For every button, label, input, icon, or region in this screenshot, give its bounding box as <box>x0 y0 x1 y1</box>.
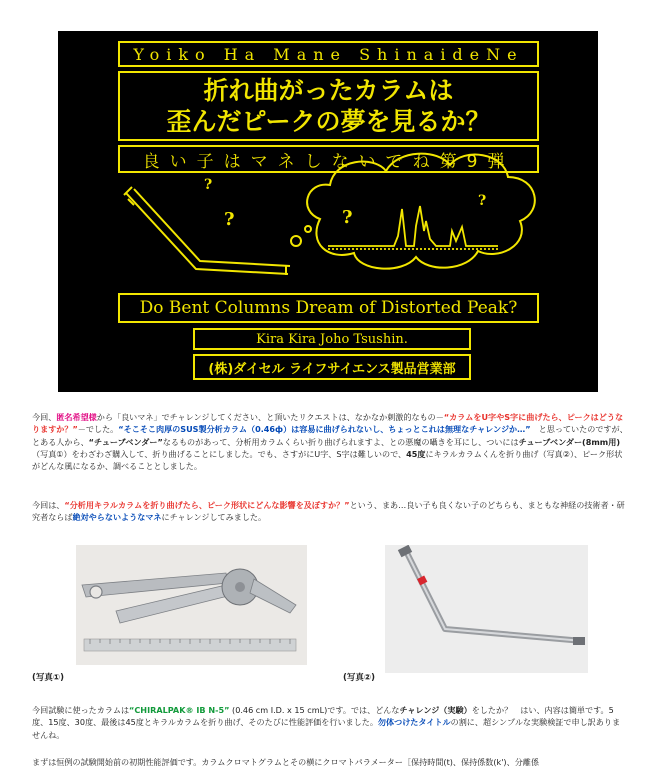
bent-column-drawing <box>124 187 290 275</box>
text: 今回、 <box>32 412 57 422</box>
text: なるものがあって、分析用カラムくらい折り曲げられますよ、との悪魔の囁きを耳にし、ついには <box>162 436 519 447</box>
question-mark: ? <box>224 209 235 230</box>
question-mark: ? <box>478 193 487 209</box>
highlight-column-name: “CHIRALPAK® IB N-5” <box>129 705 230 715</box>
text: にキラルカラムくんを折り曲げ（写真②）、ピーク形状がどんな風になるか、調べることとしました。 <box>32 448 623 472</box>
question-mark: ? <box>342 207 353 228</box>
evaluation-paragraph <box>32 756 628 768</box>
banner-subtitle: 良い子はマネしないでね第9弾 <box>118 145 539 173</box>
photo1-caption: (写真①) <box>32 673 64 683</box>
column-paragraph <box>32 704 628 741</box>
text: にチャレンジしてみました。 <box>161 512 267 523</box>
highlight-tube-bender-8mm: チューブベンダー(8mm用) <box>518 436 621 447</box>
banner-main-title <box>118 71 539 141</box>
intro-paragraph <box>32 411 628 472</box>
text: まずは恒例の試験開始前の初期性能評価です。カラムクロマトグラムとその横にクロマトパラメーター［保持時間(t)、保持係数(k')、分離係 <box>32 757 539 767</box>
text: 今回試験に使ったカラムは <box>32 705 130 715</box>
highlight-requester: 匿名希望様 <box>56 412 97 422</box>
highlight-never-do: 絶対やらないようなマネ <box>72 512 162 523</box>
photo-tube-bender <box>76 545 307 665</box>
photo-bent-column <box>385 545 588 673</box>
bent-column-image <box>385 545 588 673</box>
highlight-request: “カラムをU字やS字に曲げたら、ピークはどうなりますか？” <box>32 412 624 435</box>
highlight-doubt: “そこそこ肉厚のSUS製分析カラム（0.46ф）は容易に曲げられないし、ちょっとこれは無理なチャレンジか…” <box>118 424 531 435</box>
highlight-challenge: チャレンジ（実験） <box>399 705 472 715</box>
banner-image <box>58 31 598 392</box>
highlight-question: “分析用キラルカラムを折り曲げたら、ピーク形状にどんな影響を及ぼすか？” <box>64 500 350 510</box>
banner-main-title-line2: 歪んだピークの夢を見るか？ <box>166 107 491 136</box>
text: 今回は、 <box>32 500 65 510</box>
chromatogram-sketch <box>328 206 498 249</box>
question-mark: ? <box>204 177 213 193</box>
text: をしたか？ はい、内容は簡単です。5度、15度、30度、最後は45度とキラルカラムを折り曲げ、そのたびに性能評価を行いました。 <box>32 705 614 728</box>
purpose-paragraph <box>32 499 628 524</box>
highlight-title: 勿体つけたタイトル <box>377 717 451 728</box>
banner-company: (株)ダイセル ライフサイエンス製品営業部 <box>193 354 471 380</box>
text: から「良いマネ」でチャレンジしてください、と頂いたリクエストは、なかなか刺激的なもの－ <box>96 412 444 422</box>
banner-english-title: Do Bent Columns Dream of Distorted Peak? <box>118 293 539 323</box>
text: (0.46 cm I.D. x 15 cmL)です。では、どんな <box>229 705 400 715</box>
text: の割に、超シンプルな実験検証で申し訳ありませんね。 <box>32 717 621 740</box>
banner-series-title: Yoiko Ha Mane ShinaideNe <box>118 41 539 67</box>
text: と思っていたのですが、とある人から、 <box>32 424 628 447</box>
tube-bender-image <box>76 545 307 665</box>
text: という、まあ…良い子も良くない子のどちらも、まともな神経の技術者・研究者ならば <box>32 500 625 523</box>
text: （写真①）をわざわざ購入して、折り曲げることにしました。でも、さすがにU字、S字は難しいので、 <box>32 448 407 459</box>
highlight-45-degrees: 45度 <box>406 448 426 459</box>
banner-newsletter-name: Kira Kira Joho Tsushin. <box>193 328 471 350</box>
highlight-tube-bender: “チューブベンダー” <box>88 436 163 447</box>
photo2-caption: (写真②) <box>343 673 375 683</box>
banner-main-title-line1: 折れ曲がったカラムは <box>203 76 454 105</box>
text: －でした。 <box>77 424 119 435</box>
